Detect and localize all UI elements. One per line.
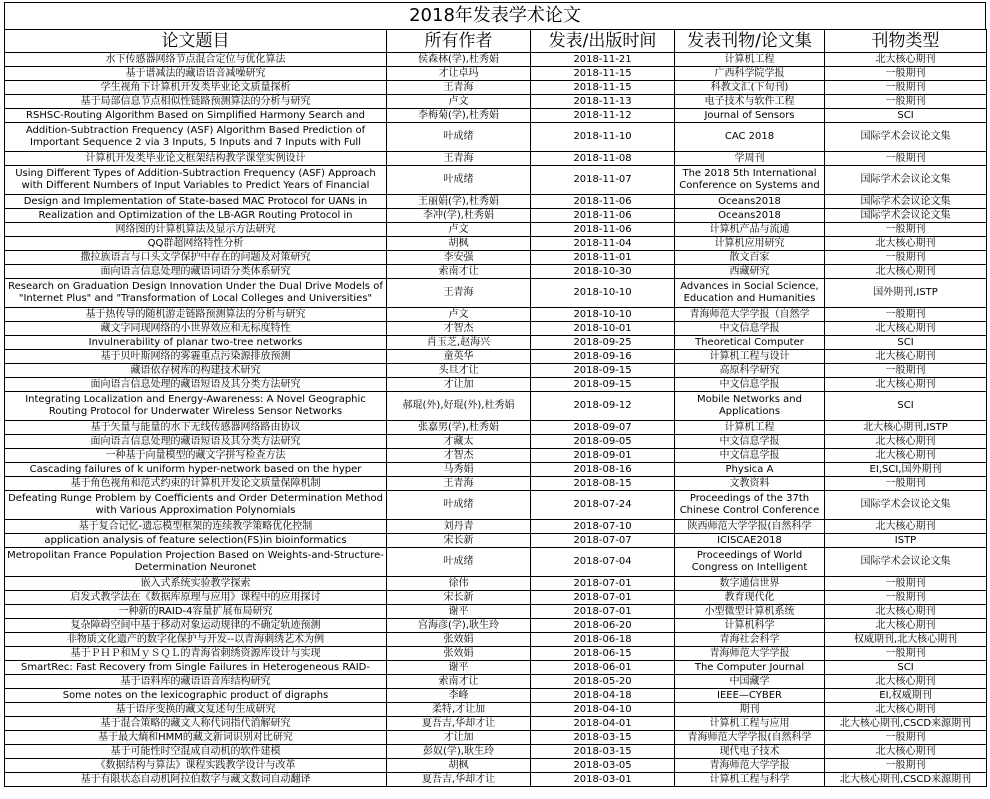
cell-title[interactable]: Research on Graduation Design Innovation Under the Dual Drive Models of "Internet Plus" and "Transformation of Local Colleges and Universities" xyxy=(5,279,387,308)
cell-venue[interactable]: 计算机工程与科学 xyxy=(675,773,825,787)
table-row xyxy=(5,477,987,491)
cell-date[interactable]: 2018-05-20 xyxy=(531,675,675,689)
cell-type[interactable]: 国际学术会议论文集 xyxy=(825,195,987,209)
table-row xyxy=(5,336,987,350)
cell-venue[interactable]: 文教资料 xyxy=(675,477,825,491)
cell-type[interactable]: 国外期刊,ISTP xyxy=(825,279,987,308)
table-row xyxy=(5,717,987,731)
cell-venue[interactable]: The Computer Journal xyxy=(675,661,825,675)
cell-date[interactable]: 2018-07-01 xyxy=(531,577,675,591)
cell-type[interactable]: 一般期刊 xyxy=(825,67,987,81)
cell-authors[interactable]: 童英华 xyxy=(387,350,531,364)
cell-type[interactable]: 北大核心期刊 xyxy=(825,520,987,534)
header-date[interactable]: 发表/出版时间 xyxy=(531,30,675,53)
cell-date[interactable]: 2018-03-05 xyxy=(531,759,675,773)
cell-authors[interactable]: 胡枫 xyxy=(387,237,531,251)
cell-venue[interactable]: Advances in Social Science, Education and Humanities xyxy=(675,279,825,308)
table-row xyxy=(5,123,987,152)
cell-venue[interactable]: 中文信息学报 xyxy=(675,322,825,336)
cell-authors[interactable]: 头旦才让 xyxy=(387,364,531,378)
table-row xyxy=(5,81,987,95)
cell-title[interactable]: Integrating Localization and Energy-Awareness: A Novel Geographic Routing Protocol for Underwater Wireless Sensor Networks xyxy=(5,392,387,421)
sheet-title: 2018年发表学术论文 xyxy=(4,2,986,29)
cell-type[interactable]: 北大核心期刊 xyxy=(825,53,987,67)
cell-title[interactable]: Invulnerability of planar two-tree networks xyxy=(5,336,387,350)
cell-venue[interactable]: 小型微型计算机系统 xyxy=(675,605,825,619)
table-row xyxy=(5,548,987,577)
cell-authors[interactable]: 王青海 xyxy=(387,477,531,491)
cell-type[interactable]: 北大核心期刊,CSCD来源期刊 xyxy=(825,717,987,731)
cell-title[interactable]: 复杂障碍空间中基于移动对象运动规律的不确定轨迹预测 xyxy=(5,619,387,633)
cell-title[interactable]: 基于谱减法的藏语语音减噪研究 xyxy=(5,67,387,81)
header-authors[interactable]: 所有作者 xyxy=(387,30,531,53)
cell-type[interactable]: 北大核心期刊 xyxy=(825,449,987,463)
cell-authors[interactable]: 刘丹青 xyxy=(387,520,531,534)
cell-title[interactable]: 网络图的计算机算法及显示方法研究 xyxy=(5,223,387,237)
cell-title[interactable]: 一种基于向量模型的藏文字拼写检查方法 xyxy=(5,449,387,463)
cell-venue[interactable]: 中国藏学 xyxy=(675,675,825,689)
cell-venue[interactable]: 中文信息学报 xyxy=(675,449,825,463)
cell-date[interactable]: 2018-11-04 xyxy=(531,237,675,251)
cell-authors[interactable]: 张效娟 xyxy=(387,633,531,647)
cell-authors[interactable]: 郝琨(外),好琨(外),杜秀娟 xyxy=(387,392,531,421)
cell-type[interactable]: SCI xyxy=(825,336,987,350)
cell-title[interactable]: 基于矢量与能量的水下无线传感器网络路由协议 xyxy=(5,421,387,435)
cell-date[interactable]: 2018-09-15 xyxy=(531,364,675,378)
table-row xyxy=(5,591,987,605)
cell-authors[interactable]: 叶成绪 xyxy=(387,166,531,195)
cell-authors[interactable]: 才智杰 xyxy=(387,449,531,463)
cell-date[interactable]: 2018-03-15 xyxy=(531,745,675,759)
cell-authors[interactable]: 李冲(学),杜秀娟 xyxy=(387,209,531,223)
cell-title[interactable]: 基于有限状态自动机阿拉伯数字与藏文数词自动翻译 xyxy=(5,773,387,787)
cell-date[interactable]: 2018-07-24 xyxy=(531,491,675,520)
cell-authors[interactable]: 侯森林(学),杜秀娟 xyxy=(387,53,531,67)
cell-type[interactable]: 国际学术会议论文集 xyxy=(825,491,987,520)
cell-venue[interactable]: 广西科学院学报 xyxy=(675,67,825,81)
cell-title[interactable]: 基于最大熵和HMM的藏文新词识别对比研究 xyxy=(5,731,387,745)
cell-authors[interactable]: 才让加 xyxy=(387,378,531,392)
cell-type[interactable]: 一般期刊 xyxy=(825,759,987,773)
cell-venue[interactable]: 教育现代化 xyxy=(675,591,825,605)
cell-title[interactable]: Using Different Types of Addition-Subtraction Frequency (ASF) Approach with Different Numbers of Input Variables to Predict Years of Financial xyxy=(5,166,387,195)
cell-authors[interactable]: 张嘉男(学),杜秀娟 xyxy=(387,421,531,435)
cell-title[interactable]: Some notes on the lexicographic product of digraphs xyxy=(5,689,387,703)
cell-authors[interactable]: 谢平 xyxy=(387,661,531,675)
cell-authors[interactable]: 宋长新 xyxy=(387,534,531,548)
table-row xyxy=(5,731,987,745)
cell-title[interactable]: 基于复合记忆-遗忘模型框架的连续教学策略优化控制 xyxy=(5,520,387,534)
cell-authors[interactable]: 叶成绪 xyxy=(387,548,531,577)
cell-date[interactable]: 2018-03-01 xyxy=(531,773,675,787)
cell-title[interactable]: 撒拉族语言与口头文学保护中存在的问题及对策研究 xyxy=(5,251,387,265)
cell-venue[interactable]: 散文百家 xyxy=(675,251,825,265)
cell-type[interactable]: 北大核心期刊 xyxy=(825,378,987,392)
cell-venue[interactable]: 青海师范大学学报（自然学 xyxy=(675,308,825,322)
cell-venue[interactable]: Mobile Networks and Applications xyxy=(675,392,825,421)
table-row xyxy=(5,463,987,477)
cell-date[interactable]: 2018-11-10 xyxy=(531,123,675,152)
table-row xyxy=(5,195,987,209)
cell-date[interactable]: 2018-11-07 xyxy=(531,166,675,195)
cell-type[interactable]: 国际学术会议论文集 xyxy=(825,166,987,195)
table-row xyxy=(5,308,987,322)
cell-venue[interactable]: CAC 2018 xyxy=(675,123,825,152)
table-row xyxy=(5,520,987,534)
table-row xyxy=(5,392,987,421)
cell-authors[interactable]: 谢平 xyxy=(387,605,531,619)
cell-date[interactable]: 2018-07-01 xyxy=(531,605,675,619)
table-row xyxy=(5,53,987,67)
table-row xyxy=(5,279,987,308)
cell-authors[interactable]: 王青海 xyxy=(387,152,531,166)
cell-authors[interactable]: 卢文 xyxy=(387,95,531,109)
cell-type[interactable]: SCI xyxy=(825,392,987,421)
cell-title[interactable]: 面向语言信息处理的藏语短语及其分类方法研究 xyxy=(5,435,387,449)
table-row xyxy=(5,265,987,279)
cell-title[interactable]: Design and Implementation of State-based MAC Protocol for UANs in xyxy=(5,195,387,209)
cell-authors[interactable]: 宋长新 xyxy=(387,591,531,605)
table-row xyxy=(5,322,987,336)
table-row xyxy=(5,449,987,463)
cell-title[interactable]: 基于语序变换的藏文复述句生成研究 xyxy=(5,703,387,717)
cell-type[interactable]: 北大核心期刊 xyxy=(825,745,987,759)
cell-type[interactable]: 北大核心期刊,ISTP xyxy=(825,421,987,435)
cell-venue[interactable]: 中文信息学报 xyxy=(675,378,825,392)
cell-title[interactable]: 水下传感器网络节点混合定位与优化算法 xyxy=(5,53,387,67)
cell-venue[interactable]: 学周刊 xyxy=(675,152,825,166)
cell-date[interactable]: 2018-11-06 xyxy=(531,209,675,223)
table-row xyxy=(5,435,987,449)
cell-title[interactable]: 学生视角下计算机开发类毕业论文质量探析 xyxy=(5,81,387,95)
cell-date[interactable]: 2018-08-15 xyxy=(531,477,675,491)
cell-title[interactable]: Realization and Optimization of the LB-AGR Routing Protocol in xyxy=(5,209,387,223)
cell-venue[interactable]: 青海师范大学学报 xyxy=(675,647,825,661)
cell-venue[interactable]: ICISCAE2018 xyxy=(675,534,825,548)
cell-date[interactable]: 2018-07-01 xyxy=(531,591,675,605)
cell-authors[interactable]: 才让卓玛 xyxy=(387,67,531,81)
cell-date[interactable]: 2018-06-20 xyxy=(531,619,675,633)
cell-type[interactable]: 一般期刊 xyxy=(825,364,987,378)
cell-title[interactable]: SmartRec: Fast Recovery from Single Failures in Heterogeneous RAID- xyxy=(5,661,387,675)
cell-date[interactable]: 2018-07-04 xyxy=(531,548,675,577)
cell-title[interactable]: 基于ＰＨＰ和ＭｙＳＱＬ的青海省刺绣资源库设计与实现 xyxy=(5,647,387,661)
cell-date[interactable]: 2018-04-18 xyxy=(531,689,675,703)
cell-date[interactable]: 2018-11-13 xyxy=(531,95,675,109)
cell-venue[interactable]: Journal of Sensors xyxy=(675,109,825,123)
cell-title[interactable]: QQ群超网络特性分析 xyxy=(5,237,387,251)
cell-date[interactable]: 2018-06-01 xyxy=(531,661,675,675)
cell-date[interactable]: 2018-09-07 xyxy=(531,421,675,435)
table-row xyxy=(5,675,987,689)
table-row xyxy=(5,534,987,548)
cell-title[interactable]: Defeating Runge Problem by Coefficients and Order Determination Method with Various Approximation Polynomials xyxy=(5,491,387,520)
cell-authors[interactable]: 张效娟 xyxy=(387,647,531,661)
cell-venue[interactable]: 计算机工程与设计 xyxy=(675,350,825,364)
cell-venue[interactable]: 期刊 xyxy=(675,703,825,717)
table-row xyxy=(5,745,987,759)
table-row xyxy=(5,364,987,378)
cell-type[interactable]: 北大核心期刊 xyxy=(825,237,987,251)
cell-type[interactable]: 北大核心期刊 xyxy=(825,350,987,364)
cell-title[interactable]: 基于热传导的随机游走链路预测算法的分析与研究 xyxy=(5,308,387,322)
cell-date[interactable]: 2018-09-16 xyxy=(531,350,675,364)
cell-venue[interactable]: Oceans2018 xyxy=(675,195,825,209)
cell-type[interactable]: 权威期刊,北大核心期刊 xyxy=(825,633,987,647)
cell-authors[interactable]: 彭奴(学),耿生玲 xyxy=(387,745,531,759)
cell-authors[interactable]: 夏吾吉,华却才让 xyxy=(387,717,531,731)
spreadsheet xyxy=(4,2,986,787)
cell-date[interactable]: 2018-07-10 xyxy=(531,520,675,534)
cell-authors[interactable]: 卢文 xyxy=(387,223,531,237)
cell-authors[interactable]: 才智杰 xyxy=(387,322,531,336)
cell-date[interactable]: 2018-11-15 xyxy=(531,81,675,95)
cell-authors[interactable]: 徐伟 xyxy=(387,577,531,591)
cell-type[interactable]: 一般期刊 xyxy=(825,577,987,591)
cell-venue[interactable]: 现代电子技术 xyxy=(675,745,825,759)
cell-authors[interactable]: 才藏太 xyxy=(387,435,531,449)
cell-title[interactable]: 嵌入式系统实验教学探索 xyxy=(5,577,387,591)
cell-date[interactable]: 2018-11-06 xyxy=(531,195,675,209)
table-row xyxy=(5,421,987,435)
cell-authors[interactable]: 夏吾吉,华却才让 xyxy=(387,773,531,787)
cell-venue[interactable]: 科教文汇(下旬刊) xyxy=(675,81,825,95)
cell-type[interactable]: 国际学术会议论文集 xyxy=(825,123,987,152)
header-row xyxy=(5,30,987,53)
cell-date[interactable]: 2018-11-21 xyxy=(531,53,675,67)
cell-date[interactable]: 2018-09-05 xyxy=(531,435,675,449)
header-title[interactable]: 论文题目 xyxy=(5,30,387,53)
cell-venue[interactable]: 青海师范大学学报(自然科学 xyxy=(675,731,825,745)
header-type[interactable]: 刊物类型 xyxy=(825,30,987,53)
cell-venue[interactable]: 高原科学研究 xyxy=(675,364,825,378)
cell-venue[interactable]: 西藏研究 xyxy=(675,265,825,279)
cell-authors[interactable]: 肖玉芝,赵海兴 xyxy=(387,336,531,350)
cell-type[interactable]: 一般期刊 xyxy=(825,647,987,661)
cell-venue[interactable]: 青海社会科学 xyxy=(675,633,825,647)
cell-venue[interactable]: 计算机科学 xyxy=(675,619,825,633)
cell-type[interactable]: EI,权威期刊 xyxy=(825,689,987,703)
cell-date[interactable]: 2018-11-06 xyxy=(531,223,675,237)
table-row xyxy=(5,95,987,109)
table-row xyxy=(5,491,987,520)
cell-title[interactable]: 基于局部信息节点相似性链路预测算法的分析与研究 xyxy=(5,95,387,109)
cell-date[interactable]: 2018-10-30 xyxy=(531,265,675,279)
table-row xyxy=(5,661,987,675)
table-row xyxy=(5,67,987,81)
cell-date[interactable]: 2018-09-12 xyxy=(531,392,675,421)
cell-title[interactable]: 《数据结构与算法》课程实践教学设计与改革 xyxy=(5,759,387,773)
cell-venue[interactable]: Proceedings of World Congress on Intelligent xyxy=(675,548,825,577)
cell-title[interactable]: 非物质文化遗产的数字化保护与开发--以青海刺绣艺术为例 xyxy=(5,633,387,647)
cell-title[interactable]: Metropolitan France Population Projection Based on Weights-and-Structure-Determination Neuronet xyxy=(5,548,387,577)
cell-authors[interactable]: 李峰 xyxy=(387,689,531,703)
cell-date[interactable]: 2018-10-10 xyxy=(531,308,675,322)
cell-type[interactable]: EI,SCI,国外期刊 xyxy=(825,463,987,477)
cell-type[interactable]: 北大核心期刊 xyxy=(825,265,987,279)
cell-venue[interactable]: 陕西师范大学学报(自然科学 xyxy=(675,520,825,534)
cell-authors[interactable]: 马秀娟 xyxy=(387,463,531,477)
cell-authors[interactable]: 李安强 xyxy=(387,251,531,265)
cell-title[interactable]: 面向语言信息处理的藏语词语分类体系研究 xyxy=(5,265,387,279)
header-venue[interactable]: 发表刊物/论文集 xyxy=(675,30,825,53)
cell-authors[interactable]: 李梅菊(学),杜秀娟 xyxy=(387,109,531,123)
table-row xyxy=(5,109,987,123)
cell-date[interactable]: 2018-09-25 xyxy=(531,336,675,350)
cell-title[interactable]: application analysis of feature selection(FS)in bioinformatics xyxy=(5,534,387,548)
cell-type[interactable]: 北大核心期刊 xyxy=(825,605,987,619)
cell-authors[interactable]: 索南才让 xyxy=(387,675,531,689)
cell-venue[interactable]: 青海师范大学学报 xyxy=(675,759,825,773)
cell-venue[interactable]: Theoretical Computer xyxy=(675,336,825,350)
cell-type[interactable]: 北大核心期刊 xyxy=(825,703,987,717)
cell-type[interactable]: SCI xyxy=(825,661,987,675)
table-row xyxy=(5,209,987,223)
cell-date[interactable]: 2018-11-08 xyxy=(531,152,675,166)
cell-authors[interactable]: 宫海彦(学),耿生玲 xyxy=(387,619,531,633)
cell-type[interactable]: 一般期刊 xyxy=(825,591,987,605)
cell-date[interactable]: 2018-04-01 xyxy=(531,717,675,731)
table-row xyxy=(5,223,987,237)
cell-date[interactable]: 2018-11-15 xyxy=(531,67,675,81)
cell-title[interactable]: 基于贝叶斯网络的雾霾重点污染源排放预测 xyxy=(5,350,387,364)
cell-date[interactable]: 2018-07-07 xyxy=(531,534,675,548)
cell-type[interactable]: 北大核心期刊,CSCD来源期刊 xyxy=(825,773,987,787)
papers-table xyxy=(4,29,987,787)
cell-authors[interactable]: 卢文 xyxy=(387,308,531,322)
table-row xyxy=(5,773,987,787)
cell-type[interactable]: 一般期刊 xyxy=(825,477,987,491)
cell-title[interactable]: 面向语言信息处理的藏语短语及其分类方法研究 xyxy=(5,378,387,392)
cell-venue[interactable]: Oceans2018 xyxy=(675,209,825,223)
cell-date[interactable]: 2018-08-16 xyxy=(531,463,675,477)
cell-type[interactable]: 一般期刊 xyxy=(825,223,987,237)
cell-date[interactable]: 2018-10-10 xyxy=(531,279,675,308)
cell-authors[interactable]: 才让加 xyxy=(387,731,531,745)
cell-authors[interactable]: 王丽娟(学),杜秀娟 xyxy=(387,195,531,209)
table-row xyxy=(5,350,987,364)
cell-type[interactable]: 国际学术会议论文集 xyxy=(825,209,987,223)
cell-type[interactable]: 一般期刊 xyxy=(825,731,987,745)
cell-authors[interactable]: 索南才让 xyxy=(387,265,531,279)
table-row xyxy=(5,378,987,392)
cell-date[interactable]: 2018-06-15 xyxy=(531,647,675,661)
cell-title[interactable]: 计算机开发类毕业论文框架结构教学课堂实例设计 xyxy=(5,152,387,166)
cell-title[interactable]: 基于角色视角和范式约束的计算机开发论文质量保障机制 xyxy=(5,477,387,491)
cell-title[interactable]: 基于混合策略的藏文人称代词指代消解研究 xyxy=(5,717,387,731)
cell-authors[interactable]: 叶成绪 xyxy=(387,491,531,520)
cell-title[interactable]: RSHSC-Routing Algorithm Based on Simplified Harmony Search and xyxy=(5,109,387,123)
cell-date[interactable]: 2018-11-01 xyxy=(531,251,675,265)
table-row xyxy=(5,759,987,773)
cell-venue[interactable]: 电子技术与软件工程 xyxy=(675,95,825,109)
cell-title[interactable]: Cascading failures of k uniform hyper-network based on the hyper xyxy=(5,463,387,477)
cell-title[interactable]: 启发式教学法在《数据库原理与应用》课程中的应用探讨 xyxy=(5,591,387,605)
cell-date[interactable]: 2018-09-15 xyxy=(531,378,675,392)
cell-date[interactable]: 2018-03-15 xyxy=(531,731,675,745)
cell-venue[interactable]: The 2018 5th International Conference on Systems and xyxy=(675,166,825,195)
table-row xyxy=(5,605,987,619)
cell-title[interactable]: 一种新的RAID-4容量扩展布局研究 xyxy=(5,605,387,619)
cell-authors[interactable]: 王青海 xyxy=(387,279,531,308)
cell-date[interactable]: 2018-06-18 xyxy=(531,633,675,647)
cell-venue[interactable]: 数字通信世界 xyxy=(675,577,825,591)
table-row xyxy=(5,703,987,717)
cell-type[interactable]: 一般期刊 xyxy=(825,308,987,322)
cell-type[interactable]: 一般期刊 xyxy=(825,152,987,166)
cell-authors[interactable]: 叶成绪 xyxy=(387,123,531,152)
table-row xyxy=(5,152,987,166)
table-row xyxy=(5,633,987,647)
table-row xyxy=(5,251,987,265)
cell-authors[interactable]: 王青海 xyxy=(387,81,531,95)
cell-type[interactable]: 一般期刊 xyxy=(825,95,987,109)
cell-type[interactable]: 一般期刊 xyxy=(825,81,987,95)
cell-title[interactable]: 藏文字同现网络的小世界效应和无标度特性 xyxy=(5,322,387,336)
cell-title[interactable]: Addition-Subtraction Frequency (ASF) Algorithm Based Prediction of Important Sequence 2 via 3 Inputs, 5 Inputs and 7 Inputs with Full xyxy=(5,123,387,152)
cell-venue[interactable]: 计算机应用研究 xyxy=(675,237,825,251)
cell-type[interactable]: 北大核心期刊 xyxy=(825,322,987,336)
table-row xyxy=(5,689,987,703)
cell-venue[interactable]: 计算机工程与应用 xyxy=(675,717,825,731)
cell-venue[interactable]: 计算机工程 xyxy=(675,53,825,67)
cell-type[interactable]: 北大核心期刊 xyxy=(825,435,987,449)
cell-type[interactable]: 北大核心期刊 xyxy=(825,619,987,633)
cell-authors[interactable]: 胡枫 xyxy=(387,759,531,773)
table-row xyxy=(5,619,987,633)
cell-date[interactable]: 2018-11-12 xyxy=(531,109,675,123)
cell-venue[interactable]: 计算机工程 xyxy=(675,421,825,435)
cell-type[interactable]: 一般期刊 xyxy=(825,251,987,265)
cell-title[interactable]: 基于可能性时空混成自动机的软件建模 xyxy=(5,745,387,759)
table-row xyxy=(5,577,987,591)
cell-date[interactable]: 2018-04-10 xyxy=(531,703,675,717)
cell-title[interactable]: 藏语依存树库的构建技术研究 xyxy=(5,364,387,378)
cell-type[interactable]: 国际学术会议论文集 xyxy=(825,548,987,577)
cell-type[interactable]: ISTP xyxy=(825,534,987,548)
cell-title[interactable]: 基于语料库的藏语语音库结构研究 xyxy=(5,675,387,689)
cell-authors[interactable]: 柔特,才让加 xyxy=(387,703,531,717)
cell-venue[interactable]: IEEE—CYBER xyxy=(675,689,825,703)
cell-venue[interactable]: 计算机产品与流通 xyxy=(675,223,825,237)
cell-venue[interactable]: Physica A xyxy=(675,463,825,477)
cell-date[interactable]: 2018-10-01 xyxy=(531,322,675,336)
cell-type[interactable]: 北大核心期刊 xyxy=(825,675,987,689)
table-row xyxy=(5,237,987,251)
cell-date[interactable]: 2018-09-01 xyxy=(531,449,675,463)
table-row xyxy=(5,647,987,661)
table-row xyxy=(5,166,987,195)
cell-type[interactable]: SCI xyxy=(825,109,987,123)
cell-venue[interactable]: Proceedings of the 37th Chinese Control Conference xyxy=(675,491,825,520)
cell-venue[interactable]: 中文信息学报 xyxy=(675,435,825,449)
